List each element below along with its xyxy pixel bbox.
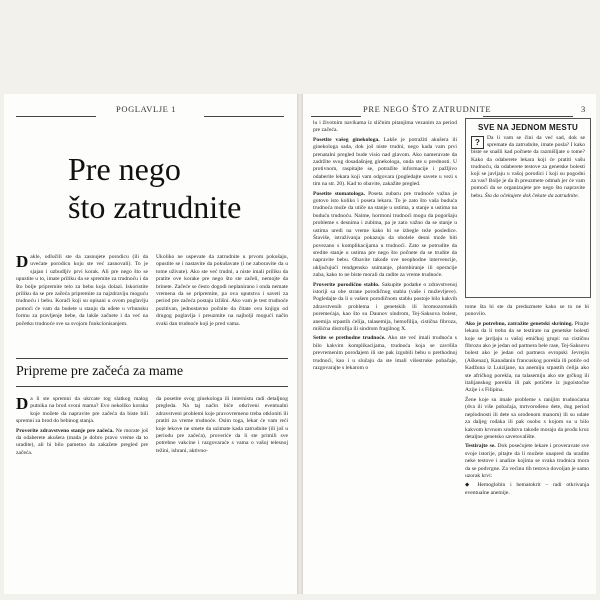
header-rule-right-a — [311, 116, 361, 117]
para-3-head: Setite se prethodne trudnoće. — [313, 335, 386, 342]
right-col2-para-2 — [465, 443, 589, 480]
right-col2-para-0 — [465, 321, 589, 395]
section-title: Pripreme pre začeća za mame — [16, 364, 184, 379]
bullet-diamond-icon: ◆ — [465, 482, 478, 489]
section-dropcap: D — [16, 394, 29, 413]
right-col2-lead: tome šta bi ste da preduzmete kako se to ne bi ponovilo. — [465, 304, 589, 318]
sidebar-box-heading: SVE NA JEDNOM MESTU — [478, 123, 578, 132]
sec-col1-subhead: Proverite zdravstveno stanje pre začeća. — [16, 427, 114, 434]
section-column-1 — [16, 396, 148, 459]
intro-column-2 — [156, 254, 288, 330]
sec-col1-text: a li ste spremni da ukrcate tog slatkog malog putnika na brod svoni mama? Evo nekoliko koraka koje možete da napravite pre začeća da biste bili spremni za brod do bebinog stanja. — [16, 396, 148, 425]
header-rule-left-a — [16, 116, 96, 117]
para-0-text: Lakše je potražiti akušera ili ginekologa sada, dok još niste trudni, nego kada vam prvi prenatalni pregled bude visio nad glavom. Ako nameravate da zadržite svog dosadašnjeg ginekologa, onda ste u prednosti. U protivnom, raspitajte se, potražite informacije i pažljivo odaberite lekara koji vam odgovara (pogledajte savete u vezi s tim na str. 20). Kad to obavite, zakažite pregled. — [313, 136, 457, 188]
section-column-2 — [156, 396, 288, 457]
sidebar-box — [465, 118, 591, 298]
sidebar-box-text: Da li vam se čini da već sad, dok se spremate da zatrudnite, imate posla? I kako biste se snašli kad počnete da razmišljate o tome? Kako da odaberete lekara koji će pratiti vašu trudnoću, da odaberete testove za genetske bolesti koji se javljaju u vašoj porodici i koji su pogodni za vas? Bolje je da ih preuzmete odmah jer će vam pomoći da se organizujete pre nego što napravite bebu. — [471, 135, 585, 199]
intro-dropcap: D — [16, 252, 29, 271]
chapter-title-line2: što zatrudnite — [68, 189, 242, 225]
para-1-head: Posetite stomatologa. — [313, 190, 365, 197]
page-number: 3 — [581, 104, 586, 114]
bullet-item-text: Hemoglobin i hematokrit – radi otkrivanja eventualne anemije. — [465, 482, 590, 496]
right-column-1 — [313, 120, 457, 374]
right-col1-para-2 — [313, 282, 457, 334]
col2-para-0-text: Pitajte lekara da li treba da se testirate na genetske bolesti koje se javljaju u vašoj etničkoj grupi: na cističnu fibrozu ako je jedan od partnera bele rase, Tej-Saksovu bolest ako je jedan od partnera evropski Jevrejin (Aškenaz), Kanadanin francuskog porekla ili potiče od Kadžuna iz Luizijane, na anemiju srpastih ćelija ako ste afričkog porekla, na talasemiju ako ste grčkog ili italijanskog porekla ili pak potičete iz jugoistočne Azije i s Filipina. — [465, 320, 589, 394]
intro-col2-text: Ukoliko ne uspevate da zatrudnite u prvom pokušaju, opustite se i nastavite da pokušavate (i ne zaboravite da u tome uživate). Ako ste već trudni, a niste imali priliku da pratite ove korake pre nego što ste začeli, nemojte da brinete. Začeće se često dogodi neplanirano i onda nemate vremena da se pripremite, pa ova uputstva i saveti za period pre začeća postaju izlišni. Ako vam je test trudnoće pozitivan, jednostavno počnite da čitate ovu knjigu od drugog poglavlja i preuzmite na najbolji mogući način svaki dan trudnoće koji je pred vama. — [156, 254, 288, 327]
bullet-item — [465, 482, 589, 497]
chapter-title — [68, 150, 241, 226]
para-2-head: Proverite porodično stablo. — [313, 281, 380, 288]
header-rule-right-b — [483, 116, 573, 117]
para-1-text: Poseta zubaru pre trudnoće važna je gotovo isto koliko i poseta lekaru. To je zato što vaša buduća trudnoća može da utiče na stanje u ustima, a stanje u ustima na buduću trudnoću. Naime, hormoni trudnoći mogu da pogoršaju probleme s desnima i zubima, pa je zato važno da se stanje u ustima uredi na vreme kako bi se izbegle teže posledice. Štaviše, istraživanja pokazuju da obolele desni može biti povezano s komplikacijama u trudnoći. Zato se potrudite da sredite stanje u ustima pre nego što počnete da se trudite da napravite bebu. Obavite takođe sve neophodne intervencije, uključujući rendgensko snimanje, plombiranje ili operacije zuba, kako to ne biste morali da radite za vreme trudnoće. — [313, 190, 457, 279]
header-rule-left-b — [204, 116, 284, 117]
chapter-title-line1: Pre nego — [68, 151, 181, 187]
para-0-head: Posetite vašeg ginekologa. — [313, 136, 380, 143]
para-2-text: Sakupite podatke o zdravstvenoj istoriji sa obe strane porodičnog stabla (vaše i muževljeve). Pogledajte da li u vašem porodičnom stablu postoje bilo kakvih zdravstvenih problema i genetskih ili hromozomskih poremećaja, kao što su Daunov sindrom, Tej-Saksova bolest, anemija srpastih ćelija, talasemija, hemofilija, cistična fibroza, mišićna distrofija ili sindrom fragilnog X. — [313, 281, 457, 332]
right-col2-para-1 — [465, 397, 589, 441]
right-col1-para-1 — [313, 191, 457, 280]
running-head-right: PRE NEGO ŠTO ZATRUDNITE — [363, 104, 492, 114]
sec-col1-subtext: Ne morate još da odaberete akušera (mada je dobro pravo vreme da to uradite), ali bi bilo pametno da zakažete pregled pre začeća. — [16, 427, 148, 456]
left-page — [4, 94, 297, 594]
right-col1-lead: lu i životnim navikama iz sličnim pitanjima vezanim za period pre začeća. — [313, 120, 457, 134]
right-col1-para-0 — [313, 137, 457, 189]
para-3-text: Ako ste već imali trudnoću s bilo kakvim komplikacijama, trudnoća koja se završila prevremenim porođajem ili ste pak izgubili bebu u prethodnoj trudnoći, kao i u slučaju da ste imali višestruke pobačaje, razgovarajte s lekarom o — [313, 335, 457, 371]
col2-para-2-text: Dok posećujete lekare i proveravate sve svoje istorije, pitajte da li možete unapred da uradite neke testove i analize kojima se svaka trudnica mora da se podvrgne. Za većinu tih testova dovoljan je samo uzorak krvi: — [465, 443, 589, 479]
right-page — [303, 94, 596, 594]
col2-para-2-head: Testirajte se. — [465, 443, 496, 450]
right-column-2 — [465, 304, 589, 499]
col2-para-0-head: Ako je potrebno, zatražite genetski skrining. — [465, 320, 573, 327]
intro-column-1 — [16, 254, 148, 330]
question-mark-icon: ? — [471, 136, 484, 149]
col2-para-1-text: Žene koje su imale probleme s ranijim trudnoćama (dva ili više pobačaja, mrtvorođeno dete, dug period neplodnosti ili dete sa urođenom manom) ili su udate za daljeg rođaka ili pak osobu s kojom su u bilo kakvom krvnom srodstvu takođe moraju da prođu kroz detaljne genetsko savetovalište. — [465, 396, 589, 440]
sec-col2-text: da posetite svog ginekologa ili internistu radi detaljnog pregleda. Na taj način biće otkriveni eventualni zdravstveni problemi koje pravovremeno treba otkloniti ili pratiti za vreme trudnoće. Osim toga, lekar će vam reći koje lekove ne smete da uzimate kada zatrudnite (ili još u periodu pre začeća), proveriće da li ste primili sve potrebne vakcine i razgovaraće s vama o vašoj telesnoj težini, ishrani, aktivno- — [156, 396, 288, 454]
sidebar-box-body — [466, 135, 590, 200]
right-col1-para-3 — [313, 335, 457, 372]
section-rule-bottom — [16, 386, 288, 387]
section-rule-top — [16, 358, 288, 359]
sidebar-box-book-title: Šta da očekujete dok čekate da zatrudnite. — [484, 192, 579, 199]
intro-col1-text: akle, odlučili ste da zasnujete porodicu (ili da uvećate porodicu koju ste već zasnovali). To je sjajan i uzbudljiv prvi korak. Ali pre nego što se upustite u to, imate priliku da se spremite za trudnoću i da što bolje pripremite telo za bebu koja dolazi. Iskoristite priliku da se pre začeća pripremite za najzdraviju moguću trudnoću i bebu. Korači koji su opisani u ovom poglavlju pomoći će vam da budete u stanju da uđete u vrhunsku formu za pravljenje bebe, da lakše začnete i da već na početku trudnoće sve sa svojom funkcionisanjem. — [16, 254, 148, 327]
running-head-left: POGLAVLJE 1 — [116, 104, 177, 114]
